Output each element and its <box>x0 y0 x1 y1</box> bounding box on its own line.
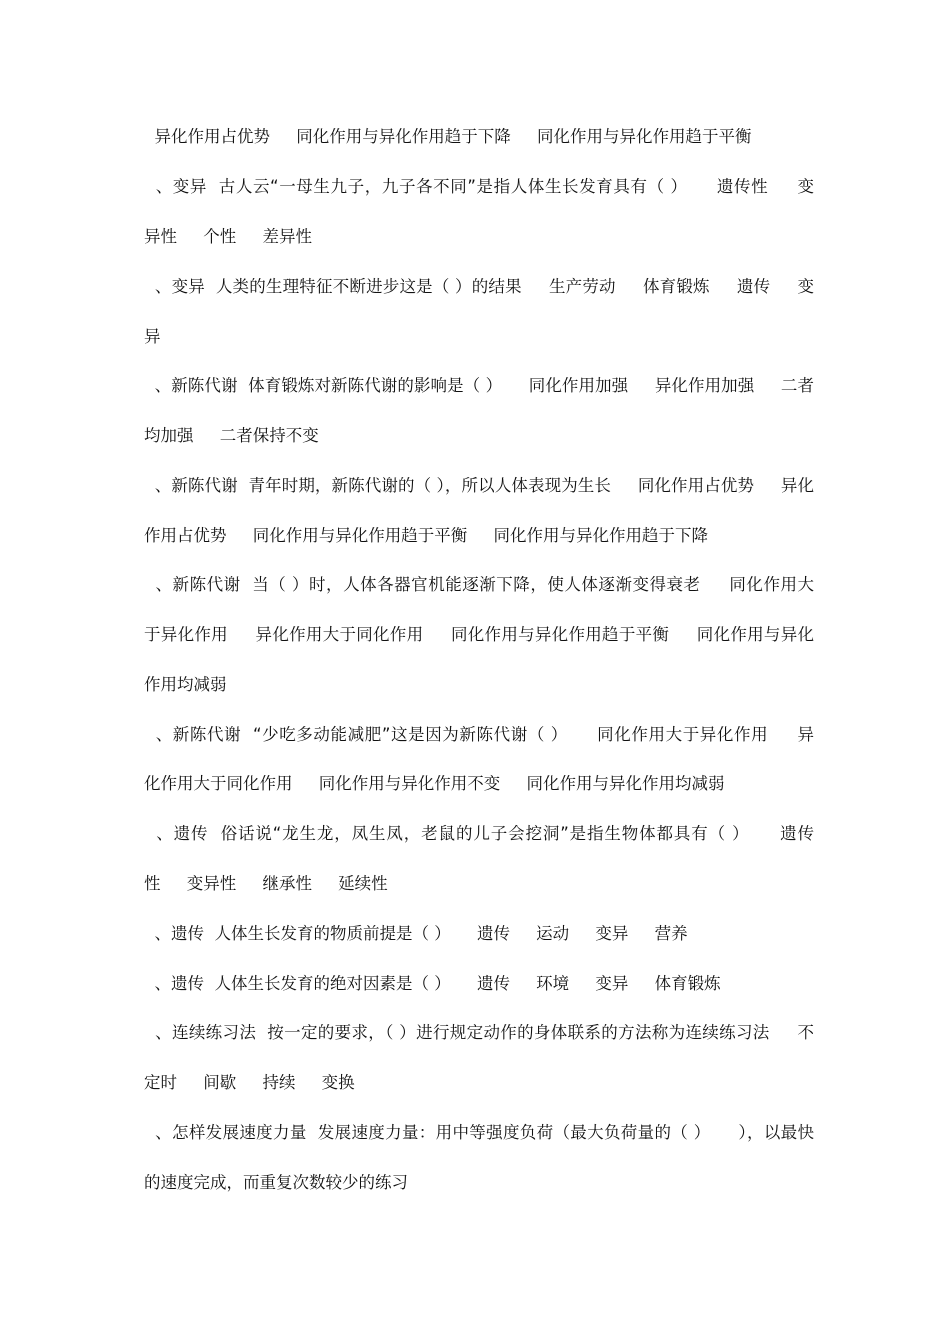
text-line: 化作用大于同化作用 同化作用与异化作用不变 同化作用与异化作用均减弱 <box>144 774 725 793</box>
text-line: 、遗传 俗话说“龙生龙，凤生凤，老鼠的儿子会挖洞”是指生物体都具有（ ） 遗传 <box>144 824 814 843</box>
text-line: 、新陈代谢 体育锻炼对新陈代谢的影响是（ ） 同化作用加强 异化作用加强 二者 <box>144 376 814 395</box>
text-line: 作用均减弱 <box>144 675 227 694</box>
text-line: 性 变异性 继承性 延续性 <box>144 874 388 893</box>
text-line: 、新陈代谢 青年时期，新陈代谢的（ ），所以人体表现为生长 同化作用占优势 异化 <box>144 476 814 495</box>
text-line: 、新陈代谢 “少吃多动能减肥”这是因为新陈代谢（ ） 同化作用大于异化作用 异 <box>144 725 814 744</box>
text-line: 于异化作用 异化作用大于同化作用 同化作用与异化作用趋于平衡 同化作用与异化 <box>144 625 814 644</box>
text-line: 的速度完成，而重复次数较少的练习 <box>144 1173 408 1192</box>
text-line: 、变异 人类的生理特征不断进步这是（ ）的结果 生产劳动 体育锻炼 遗传 变 <box>144 277 814 296</box>
text-line: 、连续练习法 按一定的要求，（ ）进行规定动作的身体联系的方法称为连续练习法 不 <box>144 1023 814 1042</box>
text-line: 作用占优势 同化作用与异化作用趋于平衡 同化作用与异化作用趋于下降 <box>144 526 708 545</box>
text-line: 异 <box>144 327 161 346</box>
text-line: 、怎样发展速度力量 发展速度力量：用中等强度负荷（最大负荷量的（ ） ），以最快 <box>144 1123 814 1142</box>
text-line: 异性 个性 差异性 <box>144 227 312 246</box>
text-line: 、遗传 人体生长发育的绝对因素是（ ） 遗传 环境 变异 体育锻炼 <box>144 974 721 993</box>
text-line: 、遗传 人体生长发育的物质前提是（ ） 遗传 运动 变异 营养 <box>144 924 688 943</box>
text-line: 定时 间歇 持续 变换 <box>144 1073 355 1092</box>
text-line: 、变异 古人云“一母生九子，九子各不同”是指人体生长发育具有（ ） 遗传性 变 <box>144 177 814 196</box>
text-line: 均加强 二者保持不变 <box>144 426 319 445</box>
text-line: 、新陈代谢 当（ ）时，人体各器官机能逐渐下降，使人体逐渐变得衰老 同化作用大 <box>144 575 814 594</box>
text-line: 异化作用占优势 同化作用与异化作用趋于下降 同化作用与异化作用趋于平衡 <box>144 127 752 146</box>
